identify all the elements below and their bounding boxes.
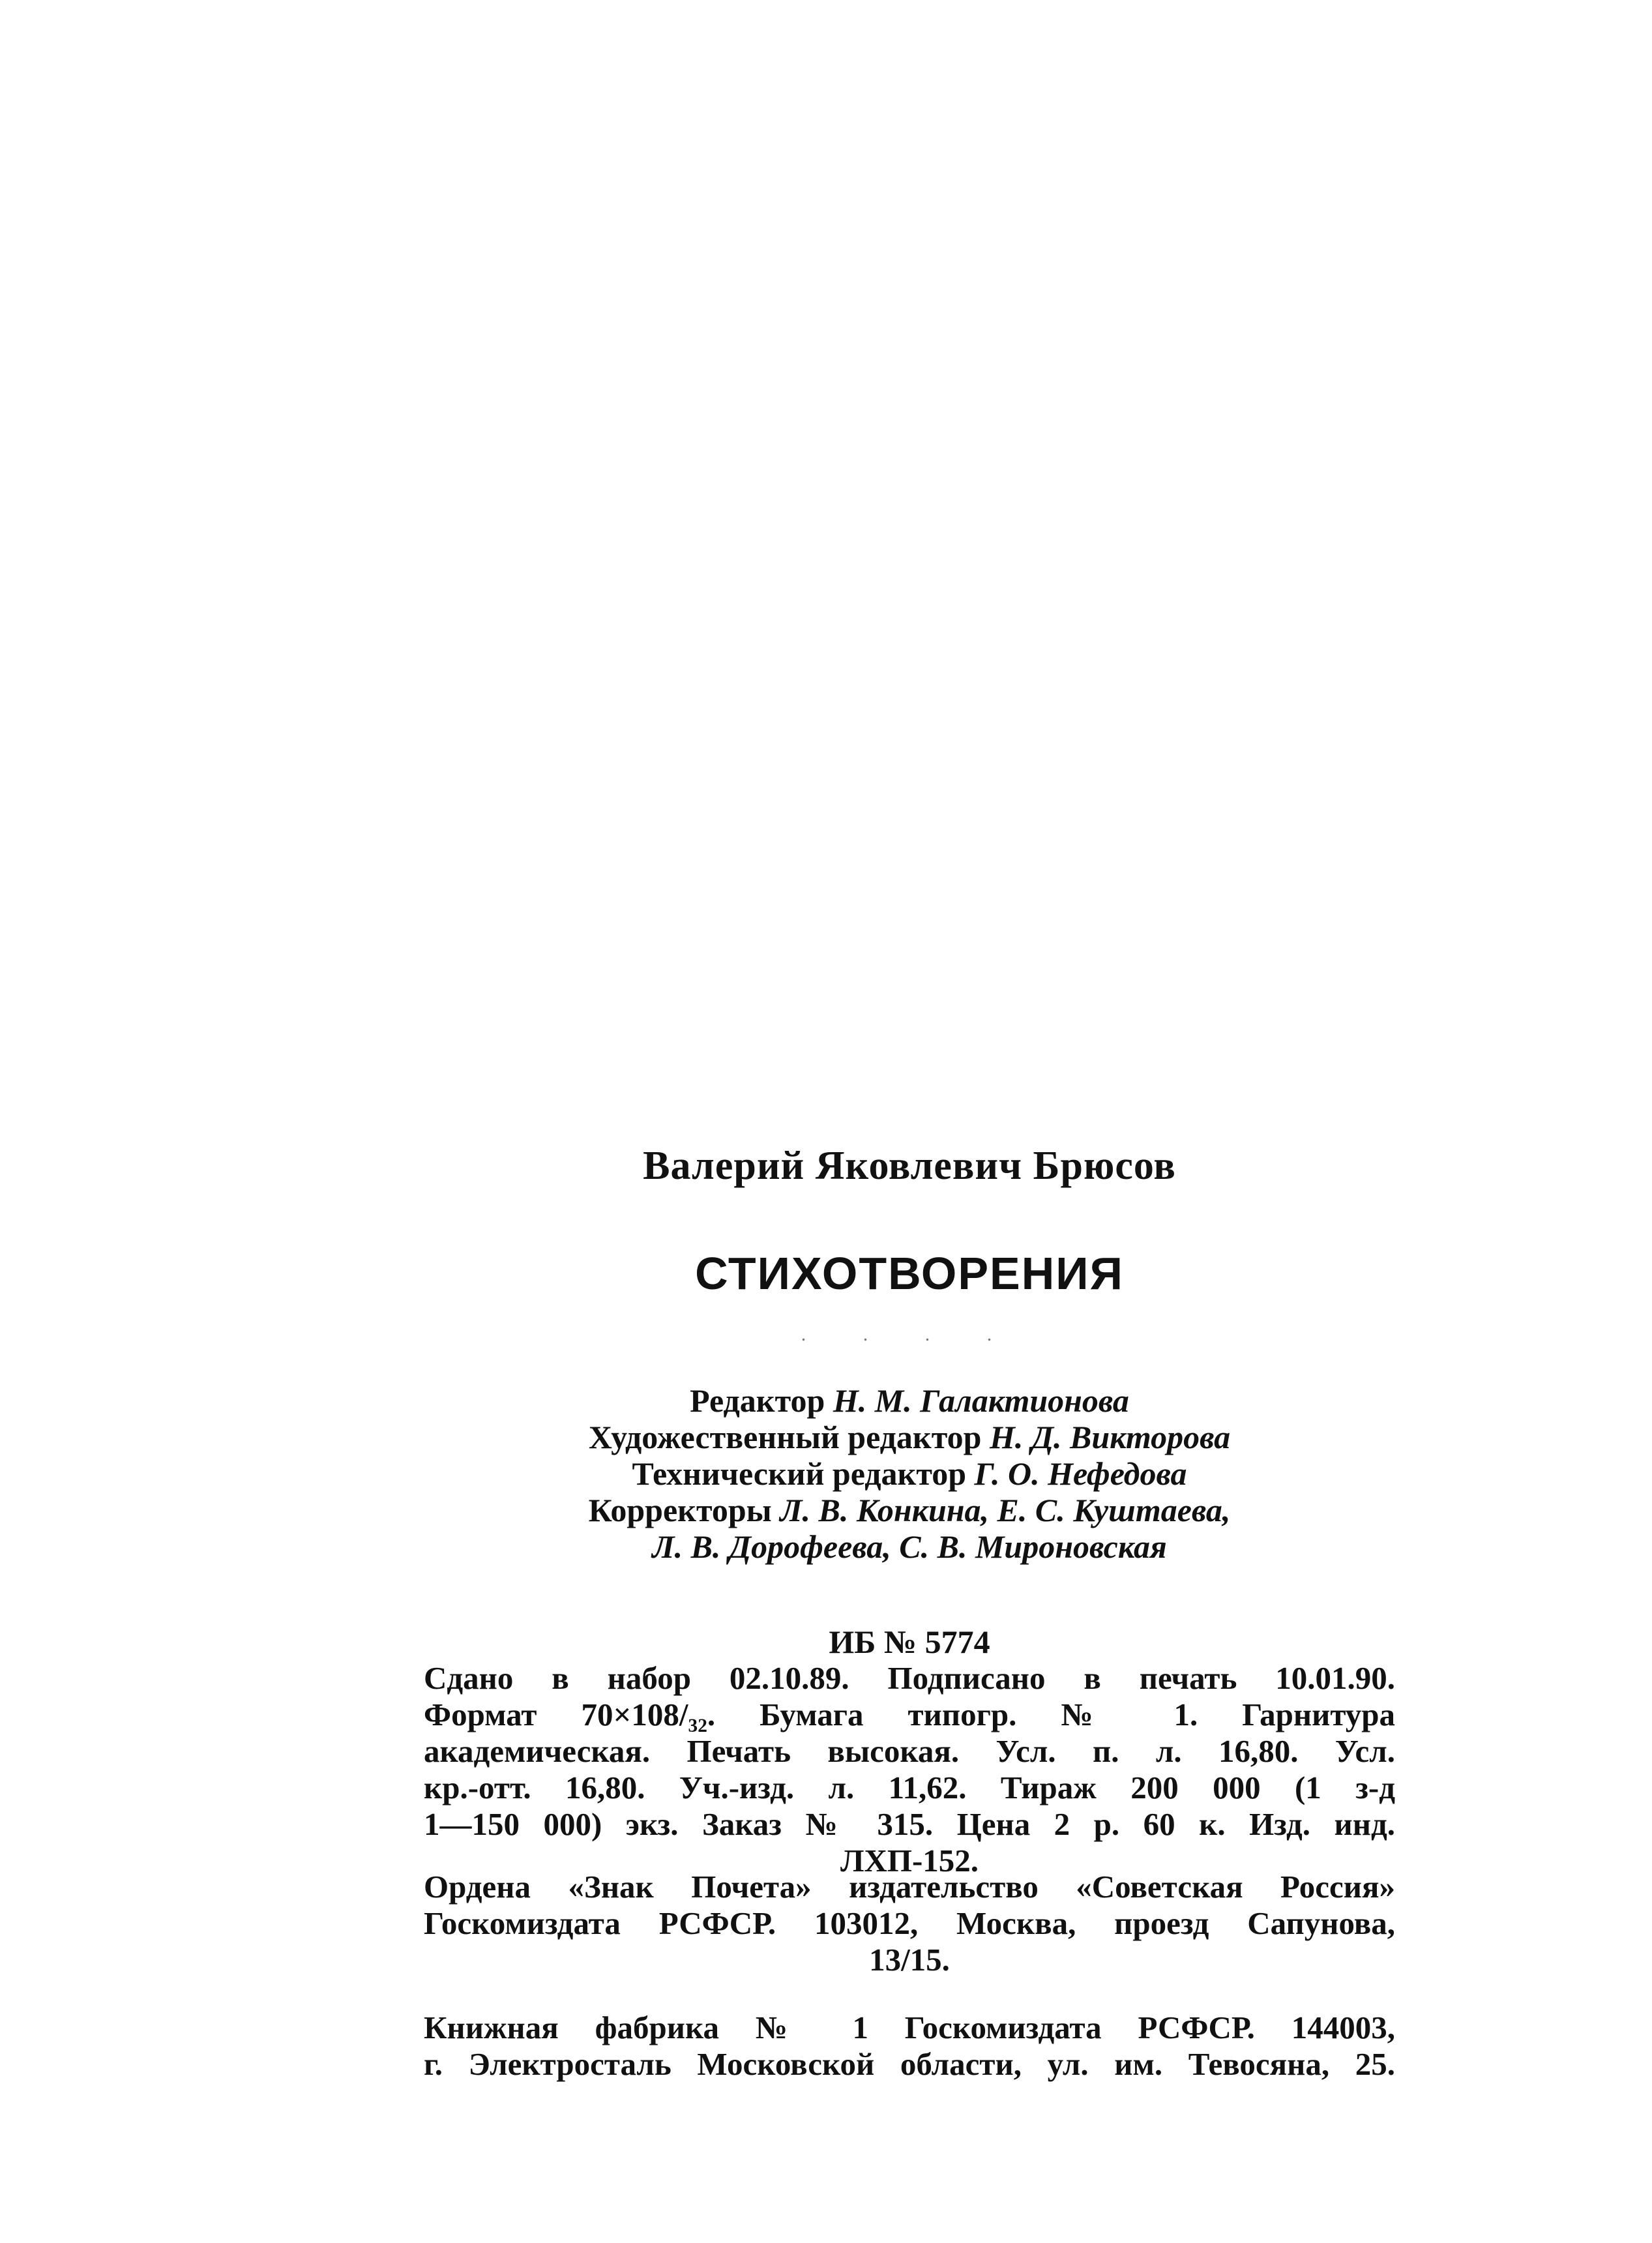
imprint-line: 1—150 000) экз. Заказ № 315. Цена 2 р. 60 к. Изд. инд.	[424, 1806, 1395, 1842]
publisher-line: Ордена «Знак Почета» издательство «Советская Россия»	[424, 1869, 1395, 1905]
credit-role: Художественный редактор	[588, 1419, 982, 1455]
credit-person: Н. Д. Викторова	[989, 1419, 1231, 1455]
printer-block	[424, 2010, 1395, 2083]
credit-person: Н. М. Галактионова	[833, 1382, 1129, 1419]
publisher-line: Госкомиздата РСФСР. 103012, Москва, проезд Сапунова,	[424, 1905, 1395, 1941]
credit-art-editor	[424, 1419, 1395, 1455]
printer-line: г. Электросталь Московской области, ул. им. Тевосяна, 25.	[424, 2046, 1395, 2082]
author-name: Валерий Яковлевич Брюсов	[643, 1144, 1176, 1188]
separator-dots: . . . .	[801, 1324, 1018, 1345]
credit-proofreaders-cont	[424, 1528, 1395, 1565]
imprint-block	[424, 1660, 1395, 1879]
credit-tech-editor	[424, 1455, 1395, 1492]
imprint-line: кр.-отт. 16,80. Уч.-изд. л. 11,62. Тираж 200 000 (1 з-д	[424, 1770, 1395, 1805]
imprint-line: Формат 70×108/₃₂. Бумага типогр. № 1. Гарнитура	[424, 1697, 1395, 1732]
credit-editor	[424, 1382, 1395, 1419]
book-title: СТИХОТВОРЕНИЯ	[695, 1248, 1124, 1299]
credit-person: Л. В. Конкина, Е. С. Куштаева,	[780, 1492, 1231, 1528]
credit-role: Корректоры	[588, 1492, 772, 1528]
imprint-line: академическая. Печать высокая. Усл. п. л. 16,80. Усл.	[424, 1733, 1395, 1769]
ib-number: ИБ № 5774	[829, 1624, 990, 1660]
imprint-line: Сдано в набор 02.10.89. Подписано в печать 10.01.90.	[424, 1660, 1395, 1696]
credit-role: Редактор	[690, 1382, 825, 1419]
credit-person: Л. В. Дорофеева, С. В. Мироновская	[652, 1528, 1167, 1565]
credit-role: Технический редактор	[632, 1455, 967, 1492]
credit-proofreaders	[424, 1492, 1395, 1528]
printer-line: Книжная фабрика № 1 Госкомиздата РСФСР. 144003,	[424, 2010, 1395, 2045]
credit-person: Г. О. Нефедова	[974, 1455, 1187, 1492]
publisher-last-line: 13/15.	[869, 1942, 950, 1978]
publisher-block	[424, 1869, 1395, 1978]
credits-block	[424, 1382, 1395, 1565]
imprint-last-line: ЛХП-152.	[840, 1843, 979, 1879]
